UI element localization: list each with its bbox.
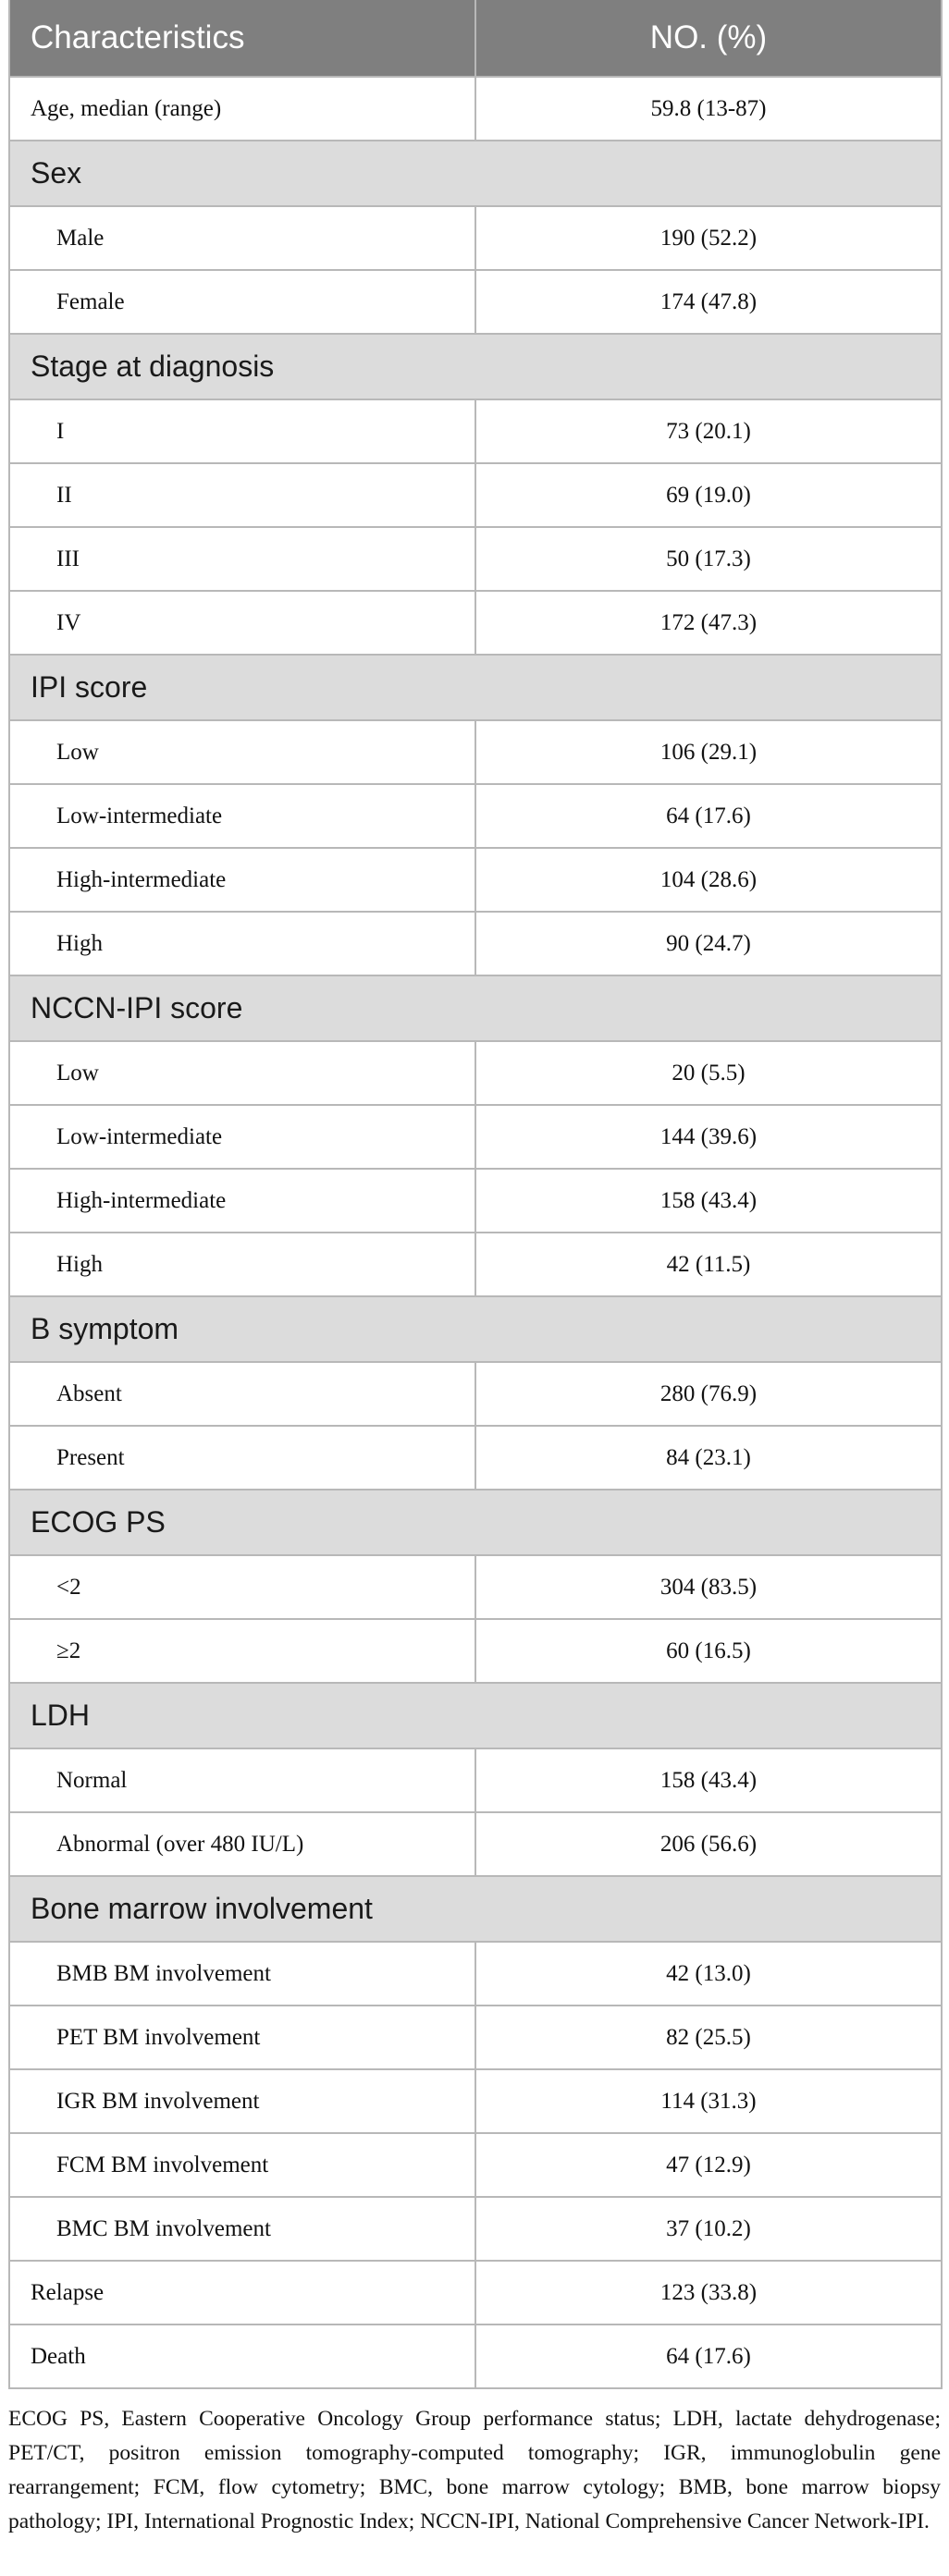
row-value: 64 (17.6) [475, 784, 942, 848]
table-row [9, 1233, 942, 1296]
row-label: Relapse [9, 2261, 475, 2325]
table-row [9, 2261, 942, 2325]
section-header-row [9, 1490, 942, 1555]
row-label: <2 [9, 1555, 475, 1619]
row-label: IGR BM involvement [9, 2069, 475, 2133]
table-row [9, 527, 942, 591]
section-header-row [9, 975, 942, 1041]
section-label: Stage at diagnosis [9, 334, 942, 399]
row-label: IV [9, 591, 475, 655]
row-value: 280 (76.9) [475, 1362, 942, 1426]
row-value: 82 (25.5) [475, 2006, 942, 2069]
characteristics-table-container [8, 0, 941, 2389]
row-label: High [9, 1233, 475, 1296]
section-header-row [9, 334, 942, 399]
row-value: 172 (47.3) [475, 591, 942, 655]
table-row [9, 1362, 942, 1426]
row-value: 84 (23.1) [475, 1426, 942, 1490]
table-row [9, 1105, 942, 1169]
section-label: Sex [9, 141, 942, 206]
table-row [9, 591, 942, 655]
row-label: BMB BM involvement [9, 1942, 475, 2006]
section-header-row [9, 1876, 942, 1942]
table-row [9, 270, 942, 334]
row-label: BMC BM involvement [9, 2197, 475, 2261]
row-value: 20 (5.5) [475, 1041, 942, 1105]
section-label: Bone marrow involvement [9, 1876, 942, 1942]
row-label: Male [9, 206, 475, 270]
row-value: 144 (39.6) [475, 1105, 942, 1169]
row-value: 304 (83.5) [475, 1555, 942, 1619]
table-row [9, 1812, 942, 1876]
row-value: 59.8 (13-87) [475, 77, 942, 141]
row-value: 104 (28.6) [475, 848, 942, 912]
row-value: 69 (19.0) [475, 463, 942, 527]
row-value: 73 (20.1) [475, 399, 942, 463]
table-header-row [9, 0, 942, 77]
row-value: 114 (31.3) [475, 2069, 942, 2133]
table-row [9, 784, 942, 848]
table-row [9, 2069, 942, 2133]
row-value: 190 (52.2) [475, 206, 942, 270]
table-row [9, 720, 942, 784]
row-label: I [9, 399, 475, 463]
row-label: High [9, 912, 475, 975]
row-label: Female [9, 270, 475, 334]
row-value: 64 (17.6) [475, 2325, 942, 2388]
table-row [9, 1426, 942, 1490]
table-footnote: ECOG PS, Eastern Cooperative Oncology Group performance status; LDH, lactate dehydrogenase; PET/CT, positron emission tomography-computed tomography; IGR, immunoglobulin gene rearrangement; FCM, flow cytometry; BMC, bone marrow cytology; BMB, bone marrow biopsy pathology; IPI, International Prognostic Index; NCCN-IPI, National Comprehensive Cancer Network-IPI. [8, 2407, 941, 2533]
row-label: Low [9, 1041, 475, 1105]
characteristics-table [8, 0, 943, 2389]
row-label: Absent [9, 1362, 475, 1426]
row-label: Low-intermediate [9, 1105, 475, 1169]
table-row [9, 1041, 942, 1105]
row-value: 206 (56.6) [475, 1812, 942, 1876]
table-row [9, 206, 942, 270]
table-body [9, 77, 942, 2388]
row-label: Age, median (range) [9, 77, 475, 141]
row-label: Abnormal (over 480 IU/L) [9, 1812, 475, 1876]
row-value: 42 (11.5) [475, 1233, 942, 1296]
section-header-row [9, 1296, 942, 1362]
table-row [9, 848, 942, 912]
table-row [9, 77, 942, 141]
section-header-row [9, 141, 942, 206]
row-value: 47 (12.9) [475, 2133, 942, 2197]
header-count-percent: NO. (%) [475, 0, 942, 77]
row-value: 50 (17.3) [475, 527, 942, 591]
row-value: 90 (24.7) [475, 912, 942, 975]
table-row [9, 399, 942, 463]
row-value: 60 (16.5) [475, 1619, 942, 1683]
row-value: 123 (33.8) [475, 2261, 942, 2325]
row-label: II [9, 463, 475, 527]
row-label: III [9, 527, 475, 591]
section-label: NCCN-IPI score [9, 975, 942, 1041]
row-value: 106 (29.1) [475, 720, 942, 784]
row-label: FCM BM involvement [9, 2133, 475, 2197]
table-row [9, 1748, 942, 1812]
table-row [9, 1619, 942, 1683]
row-label: Present [9, 1426, 475, 1490]
row-label: Low-intermediate [9, 784, 475, 848]
header-characteristics: Characteristics [9, 0, 475, 77]
row-label: Death [9, 2325, 475, 2388]
section-header-row [9, 1683, 942, 1748]
row-value: 158 (43.4) [475, 1748, 942, 1812]
row-label: PET BM involvement [9, 2006, 475, 2069]
row-value: 42 (13.0) [475, 1942, 942, 2006]
row-label: Low [9, 720, 475, 784]
section-label: B symptom [9, 1296, 942, 1362]
table-row [9, 912, 942, 975]
row-value: 37 (10.2) [475, 2197, 942, 2261]
section-label: IPI score [9, 655, 942, 720]
row-label: High-intermediate [9, 848, 475, 912]
section-header-row [9, 655, 942, 720]
table-row [9, 1555, 942, 1619]
table-row [9, 2006, 942, 2069]
row-value: 174 (47.8) [475, 270, 942, 334]
table-row [9, 2325, 942, 2388]
section-label: ECOG PS [9, 1490, 942, 1555]
table-row [9, 1169, 942, 1233]
row-label: High-intermediate [9, 1169, 475, 1233]
row-label: ≥2 [9, 1619, 475, 1683]
section-label: LDH [9, 1683, 942, 1748]
row-value: 158 (43.4) [475, 1169, 942, 1233]
table-row [9, 1942, 942, 2006]
table-row [9, 463, 942, 527]
table-row [9, 2133, 942, 2197]
table-row [9, 2197, 942, 2261]
row-label: Normal [9, 1748, 475, 1812]
